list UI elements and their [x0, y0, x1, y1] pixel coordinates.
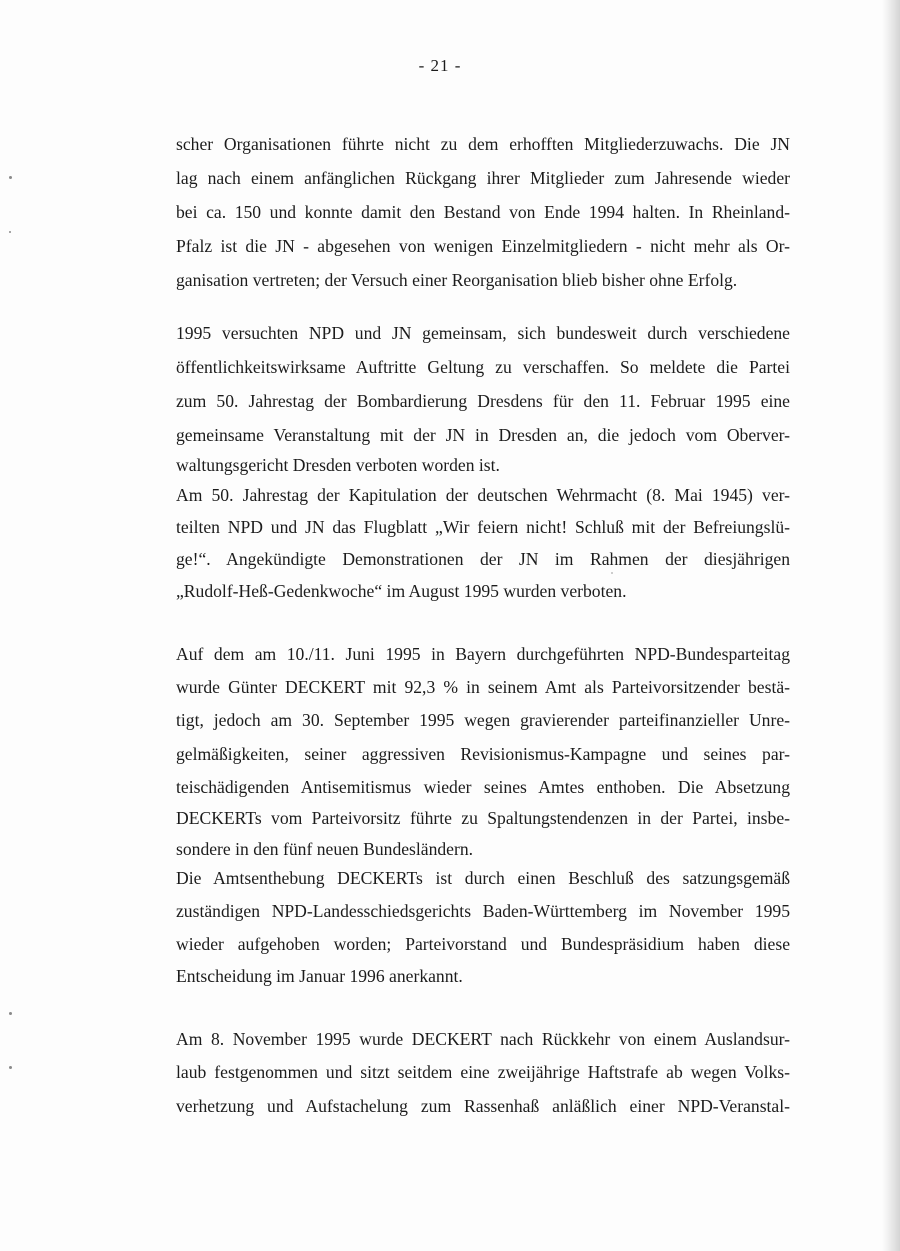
text-line: Entscheidung im Januar 1996 anerkannt.: [176, 966, 463, 986]
text-line: öffentlichkeitswirksame Auftritte Geltung zu verschaffen. So meldete die Partei: [176, 357, 790, 377]
margin-mark: [9, 1066, 12, 1069]
text-line: zuständigen NPD-Landesschiedsgerichts Baden-Württemberg im November 1995: [176, 901, 790, 921]
page-number: - 21 -: [418, 56, 462, 75]
text-line: bei ca. 150 und konnte damit den Bestand von Ende 1994 halten. In Rheinland-: [176, 202, 790, 222]
text-line: ge!“. Angekündigte Demonstrationen der JN im Rahmen der diesjährigen: [176, 549, 790, 569]
text-line: Am 50. Jahrestag der Kapitulation der deutschen Wehrmacht (8. Mai 1945) ver-: [176, 485, 790, 505]
text-line: Die Amtsenthebung DECKERTs ist durch einen Beschluß des satzungsgemäß: [176, 868, 790, 888]
text-line: DECKERTs vom Parteivorsitz führte zu Spaltungstendenzen in der Partei, insbe-: [176, 808, 790, 828]
text-line: scher Organisationen führte nicht zu dem erhofften Mitgliederzuwachs. Die JN: [176, 134, 790, 154]
text-line: Pfalz ist die JN - abgesehen von wenigen Einzelmitgliedern - nicht mehr als Or-: [176, 236, 790, 256]
margin-mark: [9, 231, 11, 233]
text-line: lag nach einem anfänglichen Rückgang ihrer Mitglieder zum Jahresende wieder: [176, 168, 790, 188]
text-line: teilten NPD und JN das Flugblatt „Wir feiern nicht! Schluß mit der Befreiungslü-: [176, 517, 790, 537]
text-line: tigt, jedoch am 30. September 1995 wegen gravierender parteifinanzieller Unre-: [176, 710, 790, 730]
text-line: verhetzung und Aufstachelung zum Rassenhaß anläßlich einer NPD-Veranstal-: [176, 1096, 790, 1116]
text-line: Auf dem am 10./11. Juni 1995 in Bayern durchgeführten NPD-Bundesparteitag: [176, 644, 790, 664]
text-line: waltungsgericht Dresden verboten worden ist.: [176, 455, 500, 475]
text-line: zum 50. Jahrestag der Bombardierung Dresdens für den 11. Februar 1995 eine: [176, 391, 790, 411]
text-line: laub festgenommen und sitzt seitdem eine zweijährige Haftstrafe ab wegen Volks-: [176, 1062, 790, 1082]
margin-mark: [9, 1012, 12, 1015]
text-line: gelmäßigkeiten, seiner aggressiven Revisionismus-Kampagne und seines par-: [176, 744, 790, 764]
text-line: „Rudolf-Heß-Gedenkwoche“ im August 1995 wurden verboten.: [176, 581, 627, 601]
text-line: sondere in den fünf neuen Bundesländern.: [176, 839, 474, 859]
text-line: wurde Günter DECKERT mit 92,3 % in seinem Amt als Parteivorsitzender bestä-: [176, 677, 790, 697]
text-line: ganisation vertreten; der Versuch einer Reorganisation blieb bisher ohne Erfolg.: [176, 270, 738, 290]
page-edge-shadow: [882, 0, 900, 1251]
text-line: gemeinsame Veranstaltung mit der JN in Dresden an, die jedoch vom Oberver-: [176, 425, 790, 445]
text-line: Am 8. November 1995 wurde DECKERT nach Rückkehr von einem Auslandsur-: [176, 1029, 790, 1049]
text-line: 1995 versuchten NPD und JN gemeinsam, sich bundesweit durch verschiedene: [176, 323, 790, 343]
text-line: wieder aufgehoben worden; Parteivorstand und Bundespräsidium haben diese: [176, 934, 790, 954]
margin-mark: [9, 176, 12, 179]
text-line: teischädigenden Antisemitismus wieder seines Amtes enthoben. Die Absetzung: [176, 777, 790, 797]
